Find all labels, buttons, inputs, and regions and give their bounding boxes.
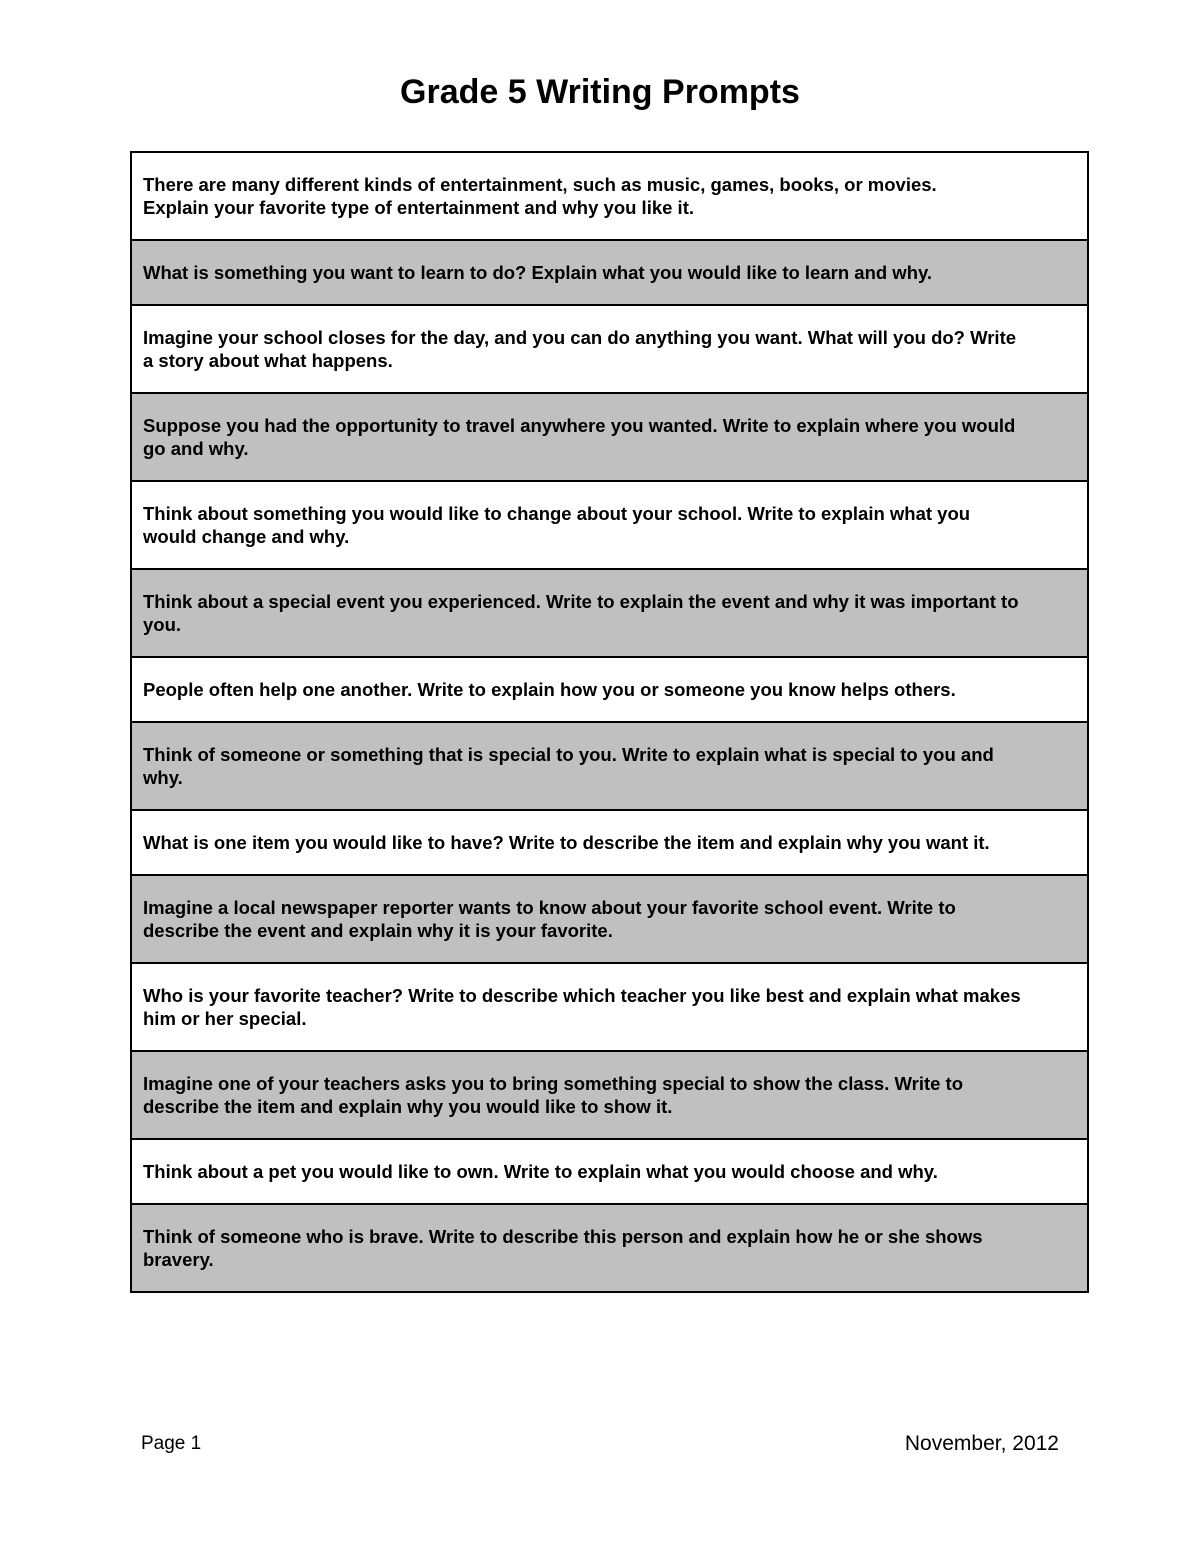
prompt-cell: [131, 1204, 1088, 1292]
prompt-text-line: describe the event and explain why it is your favorite.: [143, 920, 613, 941]
prompt-cell: [131, 722, 1088, 810]
prompt-row: [131, 657, 1088, 722]
prompt-text-line: Who is your favorite teacher? Write to describe which teacher you like best and explain what makes: [143, 985, 1021, 1006]
footer-date: November, 2012: [904, 1432, 1059, 1455]
prompt-text-line: Think about a pet you would like to own. Write to explain what you would choose and why.: [143, 1161, 938, 1182]
prompt-row: [131, 963, 1088, 1051]
prompt-row: [131, 722, 1088, 810]
prompt-cell: [131, 240, 1088, 305]
prompt-text-line: Think about a special event you experienced. Write to explain the event and why it was important to: [143, 591, 1019, 612]
prompt-text-line: bravery.: [143, 1249, 214, 1270]
prompt-text-line: Think of someone who is brave. Write to describe this person and explain how he or she shows: [143, 1226, 983, 1247]
prompt-cell: [131, 875, 1088, 963]
prompt-text-line: describe the item and explain why you would like to show it.: [143, 1096, 673, 1117]
page-title: Grade 5 Writing Prompts: [400, 73, 800, 111]
prompt-text-line: What is one item you would like to have? Write to describe the item and explain why you want it.: [143, 832, 990, 853]
prompt-text-line: why.: [143, 767, 183, 788]
prompt-row: [131, 1139, 1088, 1204]
prompt-row: [131, 1204, 1088, 1292]
prompt-cell: [131, 657, 1088, 722]
prompt-row: [131, 481, 1088, 569]
prompt-text-line: go and why.: [143, 438, 249, 459]
prompt-cell: [131, 963, 1088, 1051]
prompt-row: [131, 152, 1088, 240]
prompt-text-line: would change and why.: [143, 526, 350, 547]
prompt-row: [131, 1051, 1088, 1139]
prompt-cell: [131, 810, 1088, 875]
prompt-row: [131, 810, 1088, 875]
prompt-cell: [131, 393, 1088, 481]
prompt-text-line: People often help one another. Write to explain how you or someone you know helps others.: [143, 679, 956, 700]
prompt-text-line: There are many different kinds of entertainment, such as music, games, books, or movies.: [143, 174, 937, 195]
prompt-row: [131, 393, 1088, 481]
prompt-text-line: a story about what happens.: [143, 350, 393, 371]
prompts-table: [130, 151, 1089, 1293]
prompt-text-line: Suppose you had the opportunity to travel anywhere you wanted. Write to explain where you would: [143, 415, 1016, 436]
prompt-cell: [131, 152, 1088, 240]
page-number: Page 1: [141, 1433, 202, 1454]
prompt-cell: [131, 305, 1088, 393]
prompt-cell: [131, 481, 1088, 569]
prompt-text-line: Think about something you would like to change about your school. Write to explain what you: [143, 503, 971, 524]
prompt-text-line: Imagine a local newspaper reporter wants to know about your favorite school event. Write to: [143, 897, 956, 918]
prompt-text-line: Explain your favorite type of entertainment and why you like it.: [143, 197, 694, 218]
prompt-text-line: him or her special.: [143, 1008, 307, 1029]
prompt-cell: [131, 1139, 1088, 1204]
prompt-row: [131, 240, 1088, 305]
prompt-text-line: Imagine your school closes for the day, and you can do anything you want. What will you do? Write: [143, 327, 1017, 348]
prompt-cell: [131, 1051, 1088, 1139]
prompt-text-line: What is something you want to learn to do? Explain what you would like to learn and why.: [143, 262, 933, 283]
prompt-row: [131, 569, 1088, 657]
prompt-cell: [131, 569, 1088, 657]
prompt-text-line: Think of someone or something that is special to you. Write to explain what is special to you and: [143, 744, 994, 765]
prompt-row: [131, 875, 1088, 963]
prompt-text-line: Imagine one of your teachers asks you to bring something special to show the class. Write to: [143, 1073, 964, 1094]
prompt-row: [131, 305, 1088, 393]
prompt-text-line: you.: [143, 614, 182, 635]
